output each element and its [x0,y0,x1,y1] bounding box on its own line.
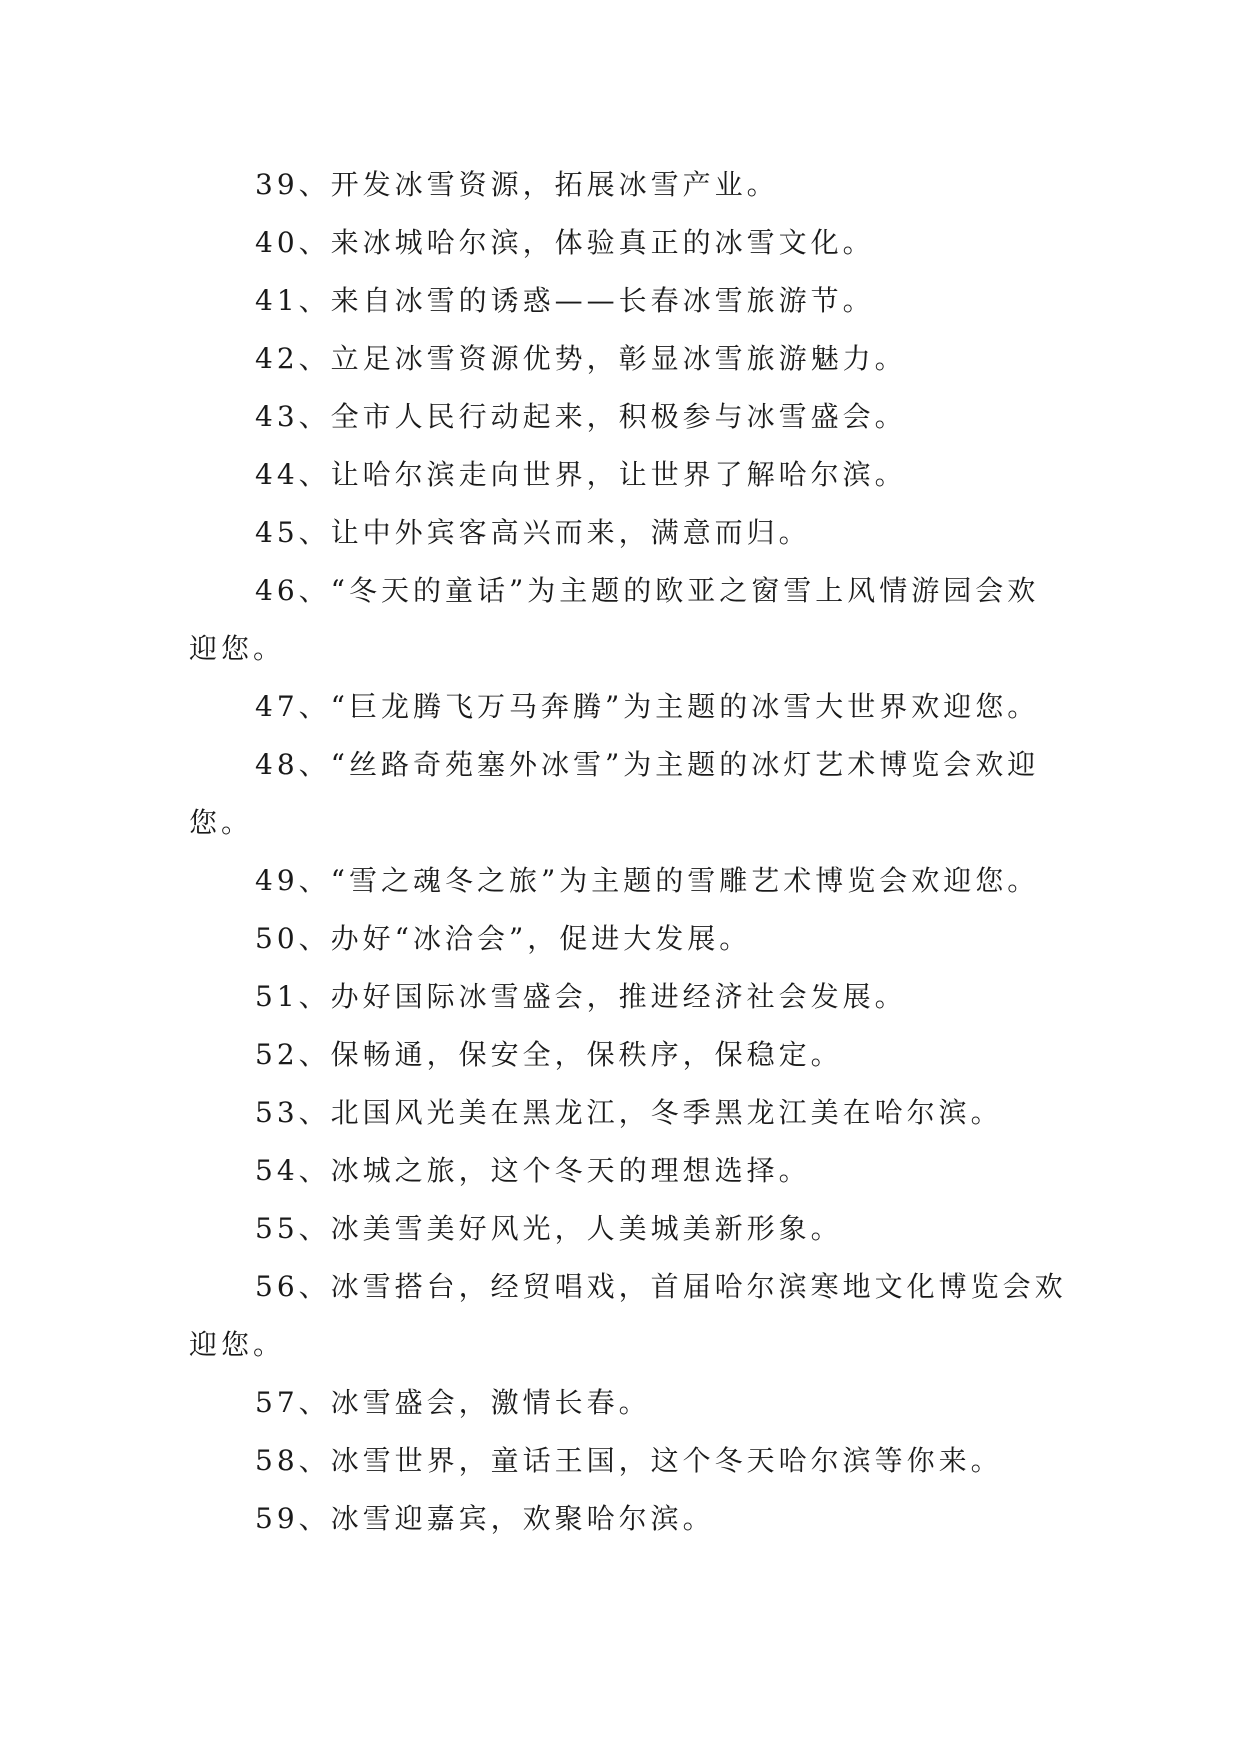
list-item: 43、全市人民行动起来，积极参与冰雪盛会。 [255,400,907,433]
list-item: 49、“雪之魂冬之旅”为主题的雪雕艺术博览会欢迎您。 [255,864,1040,897]
list-item: 50、办好“冰洽会”，促进大发展。 [255,922,752,955]
list-item: 56、冰雪搭台，经贸唱戏，首届哈尔滨寒地文化博览会欢迎您。 [189,1270,1067,1361]
list-item: 52、保畅通，保安全，保秩序，保稳定。 [255,1038,843,1071]
list-item: 45、让中外宾客高兴而来，满意而归。 [255,516,811,549]
list-item: 58、冰雪世界，童话王国，这个冬天哈尔滨等你来。 [255,1444,1003,1477]
list-item: 41、来自冰雪的诱惑——长春冰雪旅游节。 [255,284,875,317]
slogan-list [189,156,1069,1548]
list-item: 59、冰雪迎嘉宾，欢聚哈尔滨。 [255,1502,715,1535]
list-item: 48、“丝路奇苑塞外冰雪”为主题的冰灯艺术博览会欢迎您。 [189,748,1040,839]
list-item: 46、“冬天的童话”为主题的欧亚之窗雪上风情游园会欢迎您。 [189,574,1040,665]
list-item: 55、冰美雪美好风光，人美城美新形象。 [255,1212,843,1245]
list-item: 40、来冰城哈尔滨，体验真正的冰雪文化。 [255,226,875,259]
list-item: 39、开发冰雪资源，拓展冰雪产业。 [255,168,779,201]
list-item: 53、北国风光美在黑龙江，冬季黑龙江美在哈尔滨。 [255,1096,1003,1129]
list-item: 42、立足冰雪资源优势，彰显冰雪旅游魅力。 [255,342,907,375]
list-item: 47、“巨龙腾飞万马奔腾”为主题的冰雪大世界欢迎您。 [255,690,1040,723]
list-item: 51、办好国际冰雪盛会，推进经济社会发展。 [255,980,907,1013]
list-item: 57、冰雪盛会，激情长春。 [255,1386,651,1419]
list-item: 44、让哈尔滨走向世界，让世界了解哈尔滨。 [255,458,907,491]
list-item: 54、冰城之旅，这个冬天的理想选择。 [255,1154,811,1187]
